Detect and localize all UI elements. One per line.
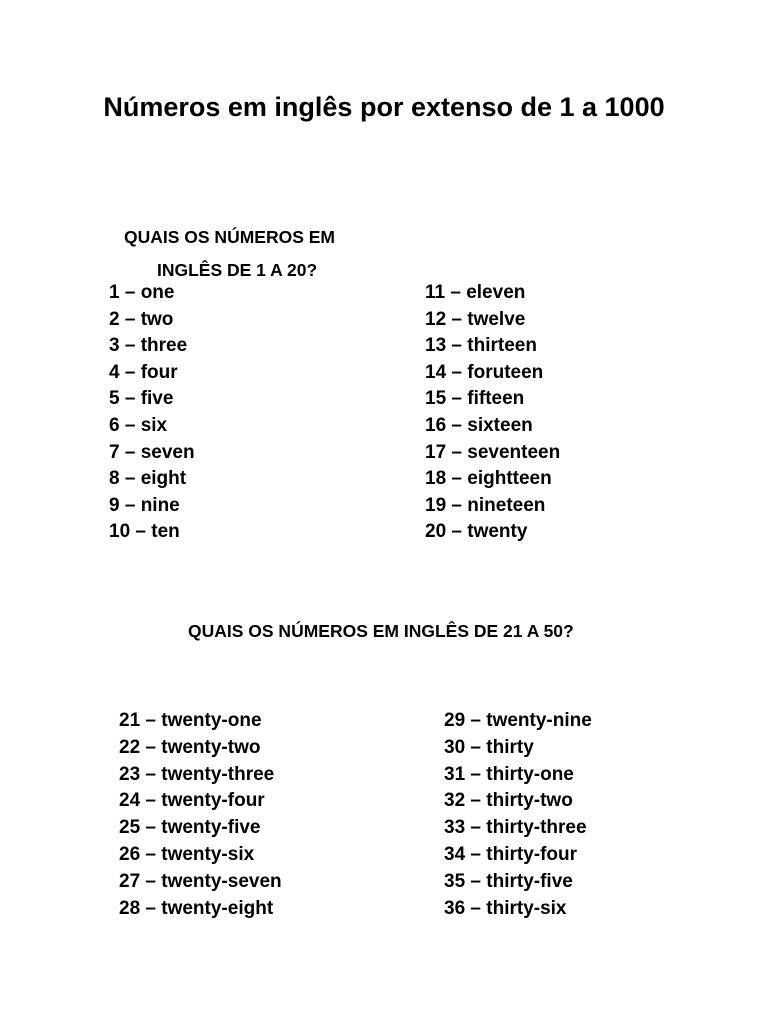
list-item: 9 – nine <box>109 494 180 516</box>
list-item: 7 – seven <box>109 441 195 463</box>
list-item: 21 – twenty-one <box>119 710 262 731</box>
page-title: Números em inglês por extenso de 1 a 1000 <box>103 92 665 122</box>
list-item: 22 – twenty-two <box>119 736 261 758</box>
list-item: 1 – one <box>109 282 175 303</box>
list-item: 14 – foruteen <box>425 361 544 383</box>
list-item: 30 – thirty <box>444 736 534 758</box>
list-item: 26 – twenty-six <box>119 843 255 865</box>
list-item: 32 – thirty-two <box>444 790 573 812</box>
list-item: 2 – two <box>109 308 174 330</box>
list-item: 10 – ten <box>109 521 180 543</box>
list-item: 23 – twenty-three <box>119 763 275 785</box>
list-item: 25 – twenty-five <box>119 817 261 839</box>
list-item: 12 – twelve <box>425 308 526 330</box>
list-item: 24 – twenty-four <box>119 790 265 812</box>
list-item: 19 – nineteen <box>425 494 546 516</box>
list-item: 18 – eightteen <box>425 468 552 490</box>
numbers-11-to-20-list <box>425 280 560 546</box>
list-item: 17 – seventeen <box>425 441 561 463</box>
list-item: 4 – four <box>109 361 178 383</box>
section-2-heading: QUAIS OS NÚMEROS EM INGLÊS DE 21 A 50? <box>188 621 574 641</box>
list-item: 29 – twenty-nine <box>444 710 592 731</box>
list-item: 8 – eight <box>109 468 187 490</box>
list-item: 33 – thirty-three <box>444 817 587 839</box>
list-item: 11 – eleven <box>425 282 526 303</box>
numbers-29-to-36-list <box>444 708 592 922</box>
section-1-heading-line-2: INGLÊS DE 1 A 20? <box>157 260 318 280</box>
list-item: 20 – twenty <box>425 521 528 543</box>
list-item: 5 – five <box>109 388 174 410</box>
list-item: 34 – thirty-four <box>444 843 578 865</box>
list-item: 35 – thirty-five <box>444 870 573 892</box>
list-item: 3 – three <box>109 335 188 357</box>
section-1-heading-line-1: QUAIS OS NÚMEROS EM <box>124 227 335 247</box>
list-item: 16 – sixteen <box>425 414 533 436</box>
numbers-21-to-28-list <box>119 708 282 922</box>
list-item: 28 – twenty-eight <box>119 897 274 919</box>
numbers-1-to-10-list <box>109 280 195 546</box>
list-item: 27 – twenty-seven <box>119 870 282 892</box>
list-item: 6 – six <box>109 414 168 436</box>
list-item: 31 – thirty-one <box>444 763 574 785</box>
list-item: 15 – fifteen <box>425 388 525 410</box>
list-item: 36 – thirty-six <box>444 897 567 919</box>
list-item: 13 – thirteen <box>425 335 537 357</box>
